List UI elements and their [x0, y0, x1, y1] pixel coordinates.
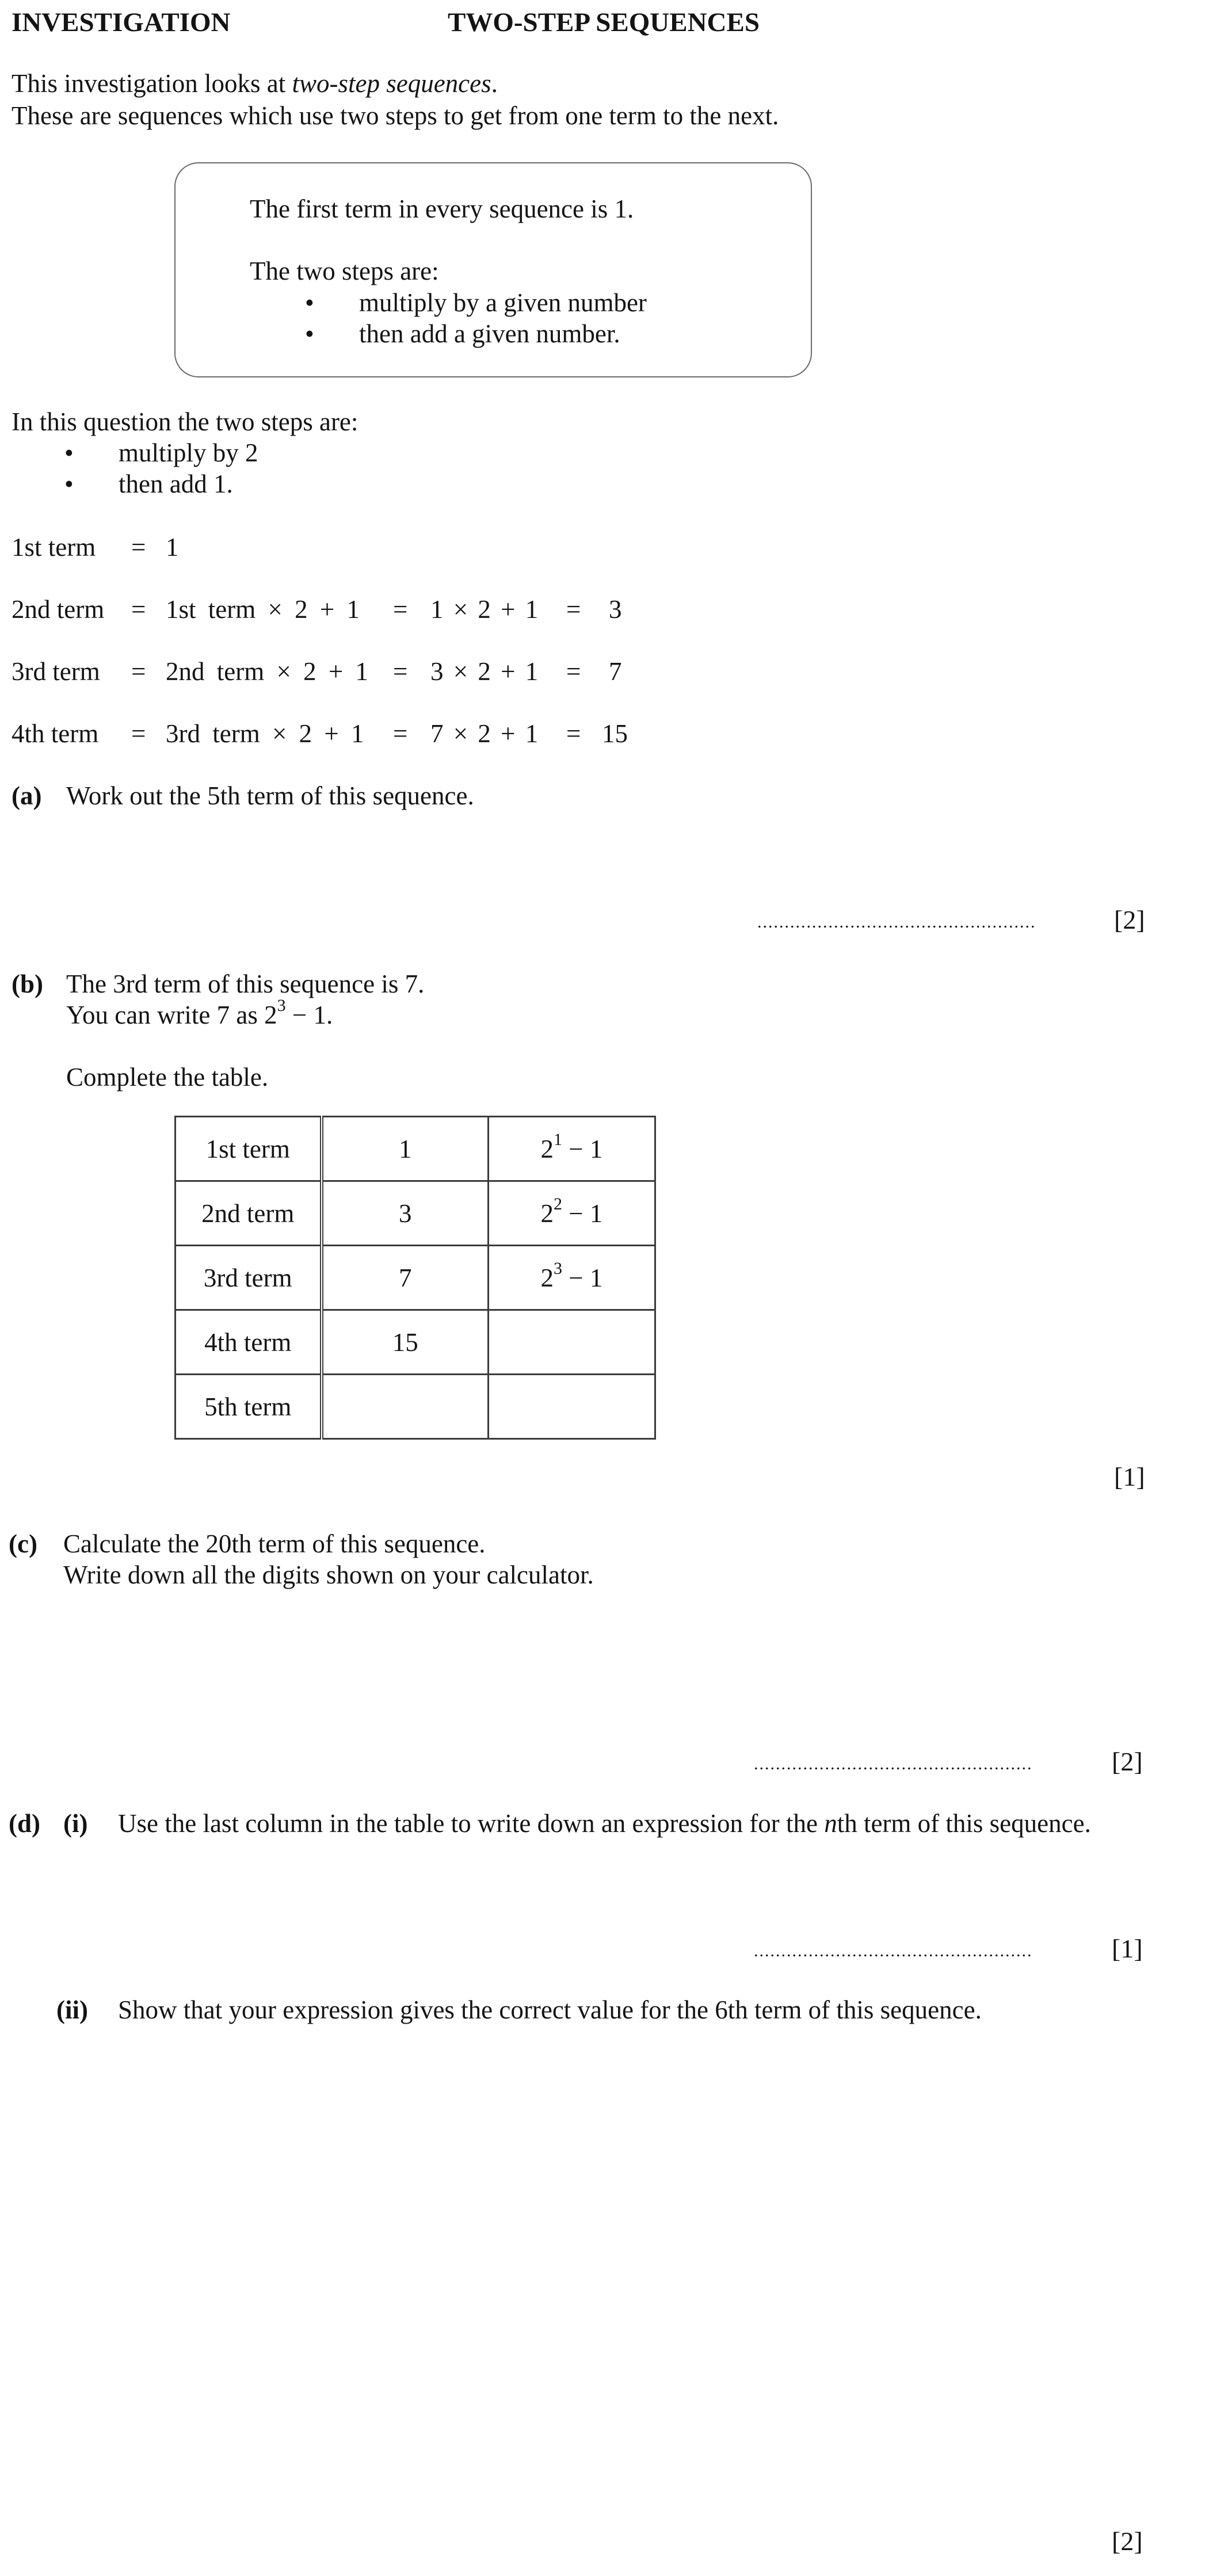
part-a-question: Work out the 5th term of this sequence.: [66, 781, 474, 810]
equals-sign: =: [566, 719, 581, 748]
part-b-marks: [1]: [1114, 1462, 1145, 1491]
equals-sign: =: [393, 657, 408, 686]
equals-sign: =: [131, 657, 146, 686]
table-row: [176, 1117, 655, 1181]
part-b-instruction: Complete the table.: [66, 1063, 269, 1092]
table-answer-cell[interactable]: [322, 1375, 489, 1439]
table-power-cell: $2^1 - 1$: [489, 1117, 655, 1181]
info-bullet-icon: •: [305, 319, 314, 348]
part-d-i-marks: [1]: [1112, 1934, 1143, 1963]
intro-line-2: These are sequences which use two steps to get from one term to the next.: [12, 101, 779, 130]
part-b-line-1: The 3rd term of this sequence is 7.: [66, 970, 425, 998]
worked-label-3: 3rd term: [12, 657, 100, 686]
table-power-cell: $2^3 - 1$: [489, 1246, 655, 1310]
info-first-term: The first term in every sequence is 1.: [250, 194, 634, 223]
question-intro: In this question the two steps are:: [12, 407, 358, 436]
part-a-label: (a): [12, 781, 42, 810]
table-value-cell: 15: [322, 1310, 489, 1375]
equals-sign: =: [131, 533, 146, 562]
part-c-label: (c): [9, 1529, 37, 1558]
table-value-cell: 3: [322, 1181, 489, 1246]
table-row: [176, 1246, 655, 1310]
info-bullet-1: multiply by a given number: [359, 288, 647, 317]
question-bullet-icon: •: [64, 438, 74, 467]
question-bullet-1: multiply by 2: [119, 438, 258, 467]
table-term-cell: 4th term: [176, 1310, 322, 1375]
part-c-line-2: Write down all the digits shown on your calculator.: [63, 1560, 594, 1589]
equals-sign: =: [131, 719, 146, 748]
part-a-answer-line[interactable]: ...................................................: [757, 913, 1036, 932]
table-term-cell: 5th term: [176, 1375, 322, 1439]
equals-sign: =: [393, 719, 408, 748]
worked-expr-2: 1st term × 2 + 1: [166, 595, 360, 624]
worked-result-4: 15: [602, 719, 628, 748]
table-power-cell: $2^2 - 1$: [489, 1181, 655, 1246]
part-d-ii-marks: [2]: [1112, 2527, 1143, 2556]
info-bullet-2: then add a given number.: [359, 319, 620, 348]
part-d-ii-question: Show that your expression gives the correct value for the 6th term of this sequence.: [118, 1995, 982, 2024]
equals-sign: =: [131, 595, 146, 624]
table-answer-cell[interactable]: [489, 1375, 655, 1439]
worked-result-3: 7: [609, 657, 622, 686]
worked-sub-3: 3 × 2 + 1: [430, 657, 539, 686]
worked-expr-1: 1: [166, 533, 179, 562]
table-row: [176, 1375, 655, 1439]
part-b-line-2: You can write 7 as $2^3 - 1$.: [66, 996, 333, 1029]
part-b-label: (b): [12, 970, 43, 998]
sequence-table: [174, 1116, 656, 1440]
part-d-i-answer-line[interactable]: ...................................................: [754, 1941, 1033, 1960]
worked-label-2: 2nd term: [12, 595, 105, 624]
table-row: [176, 1181, 655, 1246]
table-term-cell: 2nd term: [176, 1181, 322, 1246]
part-d-i-label: (i): [63, 1809, 88, 1838]
worked-expr-4: 3rd term × 2 + 1: [166, 719, 364, 748]
part-d-ii-label: (ii): [56, 1995, 88, 2024]
equals-sign: =: [566, 595, 581, 624]
info-bullet-icon: •: [305, 288, 314, 317]
equals-sign: =: [393, 595, 408, 624]
part-d-label: (d): [9, 1809, 40, 1838]
part-a-marks: [2]: [1114, 905, 1145, 934]
part-c-marks: [2]: [1112, 1747, 1143, 1776]
part-c-answer-line[interactable]: ...................................................: [754, 1754, 1033, 1773]
intro-italic-term: two-step sequences: [292, 69, 491, 98]
worked-result-2: 3: [609, 595, 622, 624]
table-value-cell: 7: [322, 1246, 489, 1310]
table-value-cell: 1: [322, 1117, 489, 1181]
worked-sub-4: 7 × 2 + 1: [430, 719, 539, 748]
question-bullet-icon: •: [64, 470, 74, 498]
table-row: [176, 1310, 655, 1375]
part-d-i-question: Use the last column in the table to write down an expression for the nth term of this sequence.: [118, 1809, 1091, 1838]
table-term-cell: 1st term: [176, 1117, 322, 1181]
table-answer-cell[interactable]: [489, 1310, 655, 1375]
equals-sign: =: [566, 657, 581, 686]
part-c-line-1: Calculate the 20th term of this sequence.: [63, 1529, 486, 1558]
worked-label-4: 4th term: [12, 719, 99, 748]
header-left: INVESTIGATION: [12, 7, 231, 37]
question-bullet-2: then add 1.: [119, 470, 233, 498]
worked-sub-2: 1 × 2 + 1: [430, 595, 539, 624]
header-title: TWO-STEP SEQUENCES: [448, 7, 760, 37]
intro-line-1: This investigation looks at two-step sequences.: [12, 69, 498, 98]
info-steps-heading: The two steps are:: [250, 257, 439, 285]
worked-label-1: 1st term: [12, 533, 96, 562]
table-term-cell: 3rd term: [176, 1246, 322, 1310]
worked-expr-3: 2nd term × 2 + 1: [166, 657, 368, 686]
